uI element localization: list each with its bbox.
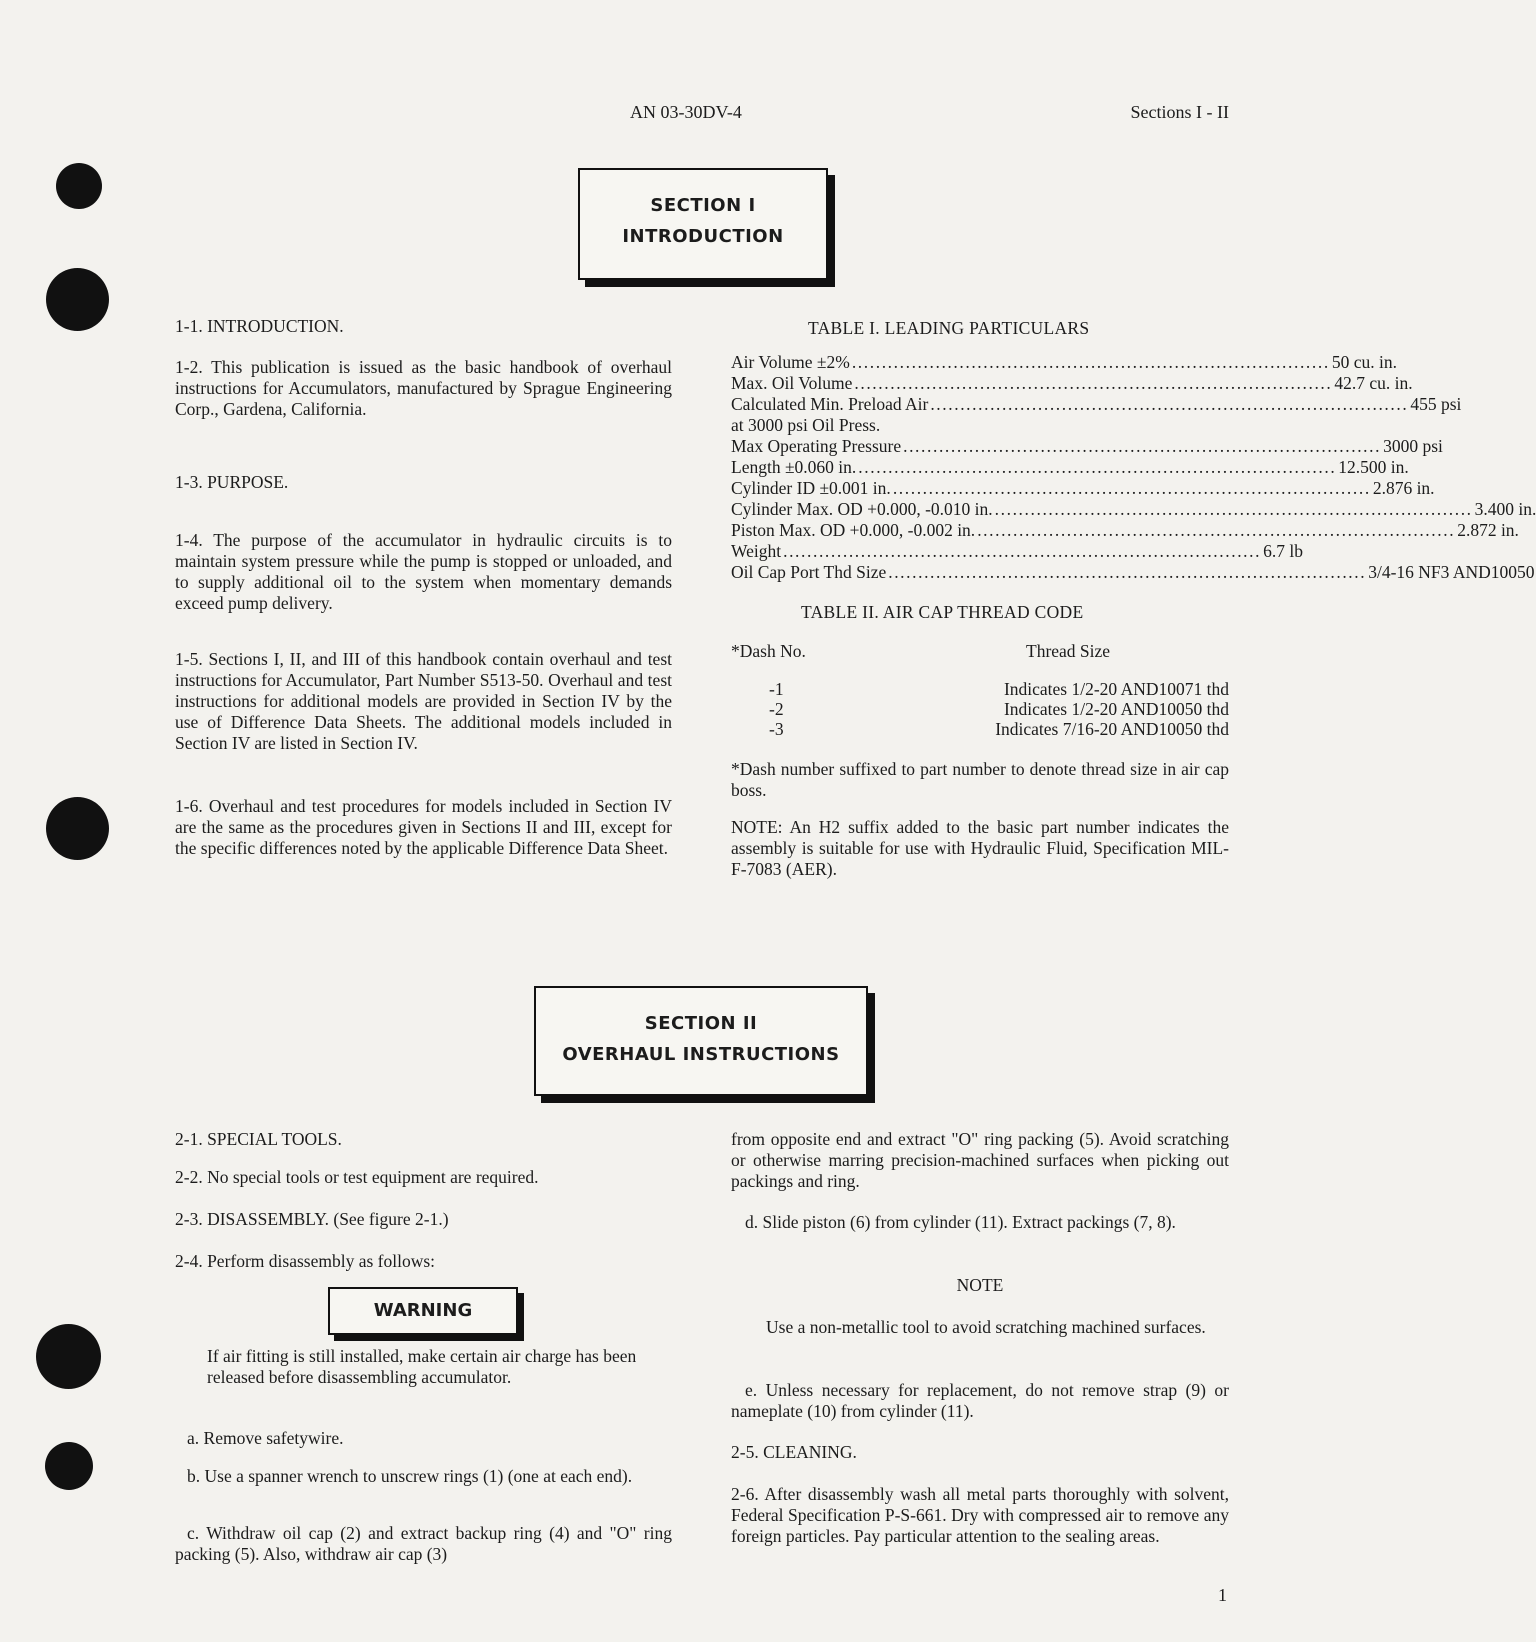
page-number: 1 [1218,1585,1227,1605]
para-continued: from opposite end and extract "O" ring packing (5). Avoid scratching or otherwise marring precision-machined surfaces when picking out packings and ring. [731,1129,1229,1191]
table2-thread: Indicates 7/16-20 AND10050 thd [995,719,1229,739]
table2-header-dash: *Dash No. [731,641,806,661]
table1-label: Cylinder Max. OD +0.000, -0.010 in. [731,499,993,519]
section1-subtitle: INTRODUCTION [622,226,784,247]
table1-title: TABLE I. LEADING PARTICULARS [808,318,1090,338]
table1-label: Cylinder ID ±0.001 in. [731,478,891,498]
section2-title: SECTION II [644,1013,758,1034]
section1-title: SECTION I [650,195,756,216]
leader-dots: ................................................................................ [851,352,1330,372]
leader-dots: ................................................................................ [930,394,1409,414]
table1-label: Length ±0.060 in. [731,457,857,477]
sections-label: Sections I - II [1130,102,1229,122]
table2-thread: Indicates 1/2-20 AND10071 thd [1003,679,1229,699]
table1-value: 6.7 lb [1263,541,1303,561]
table2-dash: -3 [769,719,784,739]
table1-label: Air Volume ±2% [731,352,850,372]
para-2-1: 2-1. SPECIAL TOOLS. [175,1129,342,1149]
table1-row [731,478,1435,499]
table1-label: Weight [731,541,782,561]
binder-hole [45,1442,93,1490]
table1-value: 455 psi [1410,394,1462,414]
table2-row [731,699,1229,719]
para-1-4: 1-4. The purpose of the accumulator in hydraulic circuits is to maintain system pressure while the pump is stopped or unloaded, and to supply additional oil to the system when momentary demands exceed pump delivery. [175,530,672,613]
para-1-5: 1-5. Sections I, II, and III of this handbook contain overhaul and test instructions for Accumulator, Part Number S513-50. Overhaul and test instructions for additional models are provided in Section IV by the use of Difference Data Sheets. The additional models included in Section IV are listed in Section IV. [175,649,672,753]
table1-label: Piston Max. OD +0.000, -0.002 in. [731,520,976,540]
table2-thread: Indicates 1/2-20 AND10050 thd [1003,699,1229,719]
binder-hole [46,797,109,860]
table1-label: Max. Oil Volume [731,373,853,393]
table2-row [731,719,1229,739]
step-a: a. Remove safetywire. [187,1428,344,1448]
para-1-1: 1-1. INTRODUCTION. [175,316,344,336]
doc-number: AN 03-30DV-4 [630,102,742,122]
step-e: e. Unless necessary for replacement, do not remove strap (9) or nameplate (10) from cylinder (11). [731,1380,1229,1421]
table1-row [731,562,1535,583]
leader-dots: ................................................................................ [977,520,1456,540]
leader-dots: ................................................................................ [888,562,1367,582]
leader-dots: ................................................................................ [892,478,1371,498]
warning-text: If air fitting is still installed, make certain air charge has been released before disassembling accumulator. [207,1346,637,1387]
binder-hole [56,163,102,209]
table1-value: 3000 psi [1383,436,1443,456]
para-1-6: 1-6. Overhaul and test procedures for models included in Section IV are the same as the procedures given in Sections II and III, except for the specific differences noted by the applicable Difference Data Sheet. [175,796,672,858]
table2-dash: -1 [769,679,784,699]
table1-value: 2.876 in. [1372,478,1435,498]
para-2-6: 2-6. After disassembly wash all metal parts thoroughly with solvent, Federal Specification P-S-661. Dry with compressed air to remove any foreign particles. Pay particular attention to the sealing areas. [731,1484,1229,1546]
leader-dots: ................................................................................ [858,457,1337,477]
table1-value: 2.872 in. [1457,520,1519,540]
para-1-2: 1-2. This publication is issued as the basic handbook of overhaul instructions for Accumulators, manufactured by Sprague Engineering Corp., Gardena, California. [175,357,672,419]
note-label: NOTE [956,1275,1004,1295]
table1-row [731,457,1409,478]
table2-note: NOTE: An H2 suffix added to the basic part number indicates the assembly is suitable for use with Hydraulic Fluid, Specification MIL-F-7083 (AER). [731,817,1229,879]
para-2-3: 2-3. DISASSEMBLY. (See figure 2-1.) [175,1209,449,1229]
table2-header-thread: Thread Size [1026,641,1111,661]
leader-dots: ................................................................................ [903,436,1382,456]
table2-row [731,679,1229,699]
table1-value: 3.400 in. [1474,499,1536,519]
table1-row [731,520,1519,541]
step-d: d. Slide piston (6) from cylinder (11). Extract packings (7, 8). [745,1212,1176,1232]
para-1-3: 1-3. PURPOSE. [175,472,289,492]
table1-label: Oil Cap Port Thd Size [731,562,887,582]
para-2-5: 2-5. CLEANING. [731,1442,857,1462]
table1 [731,352,1536,583]
table2-title: TABLE II. AIR CAP THREAD CODE [801,602,1084,622]
step-c: c. Withdraw oil cap (2) and extract backup ring (4) and "O" ring packing (5). Also, withdraw air cap (3) [175,1523,672,1564]
table2-footnote: *Dash number suffixed to part number to denote thread size in air cap boss. [731,759,1229,800]
table1-label: Calculated Min. Preload Air [731,394,929,414]
table1-row [731,373,1413,394]
table2-dash: -2 [769,699,784,719]
warning-box [328,1287,518,1335]
leader-dots: ................................................................................ [783,541,1262,561]
section2-title-box [534,986,868,1096]
section2-subtitle: OVERHAUL INSTRUCTIONS [562,1044,840,1065]
note-text: Use a non-metallic tool to avoid scratching machined surfaces. [766,1317,1206,1337]
table1-value: 42.7 cu. in. [1334,373,1413,393]
table1-row [731,415,1229,436]
step-b: b. Use a spanner wrench to unscrew rings (1) (one at each end). [187,1466,633,1486]
leader-dots: ................................................................................ [994,499,1473,519]
section1-title-box [578,168,828,280]
table1-row [731,394,1462,415]
table1-label: at 3000 psi Oil Press. [731,415,881,435]
binder-hole [36,1324,101,1389]
warning-label: WARNING [373,1300,473,1321]
table1-value: 50 cu. in. [1331,352,1397,372]
table1-value: 3/4-16 NF3 AND10050 [1368,562,1535,582]
binder-hole [46,268,109,331]
table1-row [731,499,1536,520]
table2 [731,679,1229,739]
table1-label: Max Operating Pressure [731,436,902,456]
table1-row [731,541,1303,562]
table1-row [731,352,1397,373]
table1-value: 12.500 in. [1338,457,1409,477]
para-2-2: 2-2. No special tools or test equipment are required. [175,1167,539,1187]
table1-row [731,436,1443,457]
para-2-4: 2-4. Perform disassembly as follows: [175,1251,436,1271]
leader-dots: ................................................................................ [854,373,1333,393]
